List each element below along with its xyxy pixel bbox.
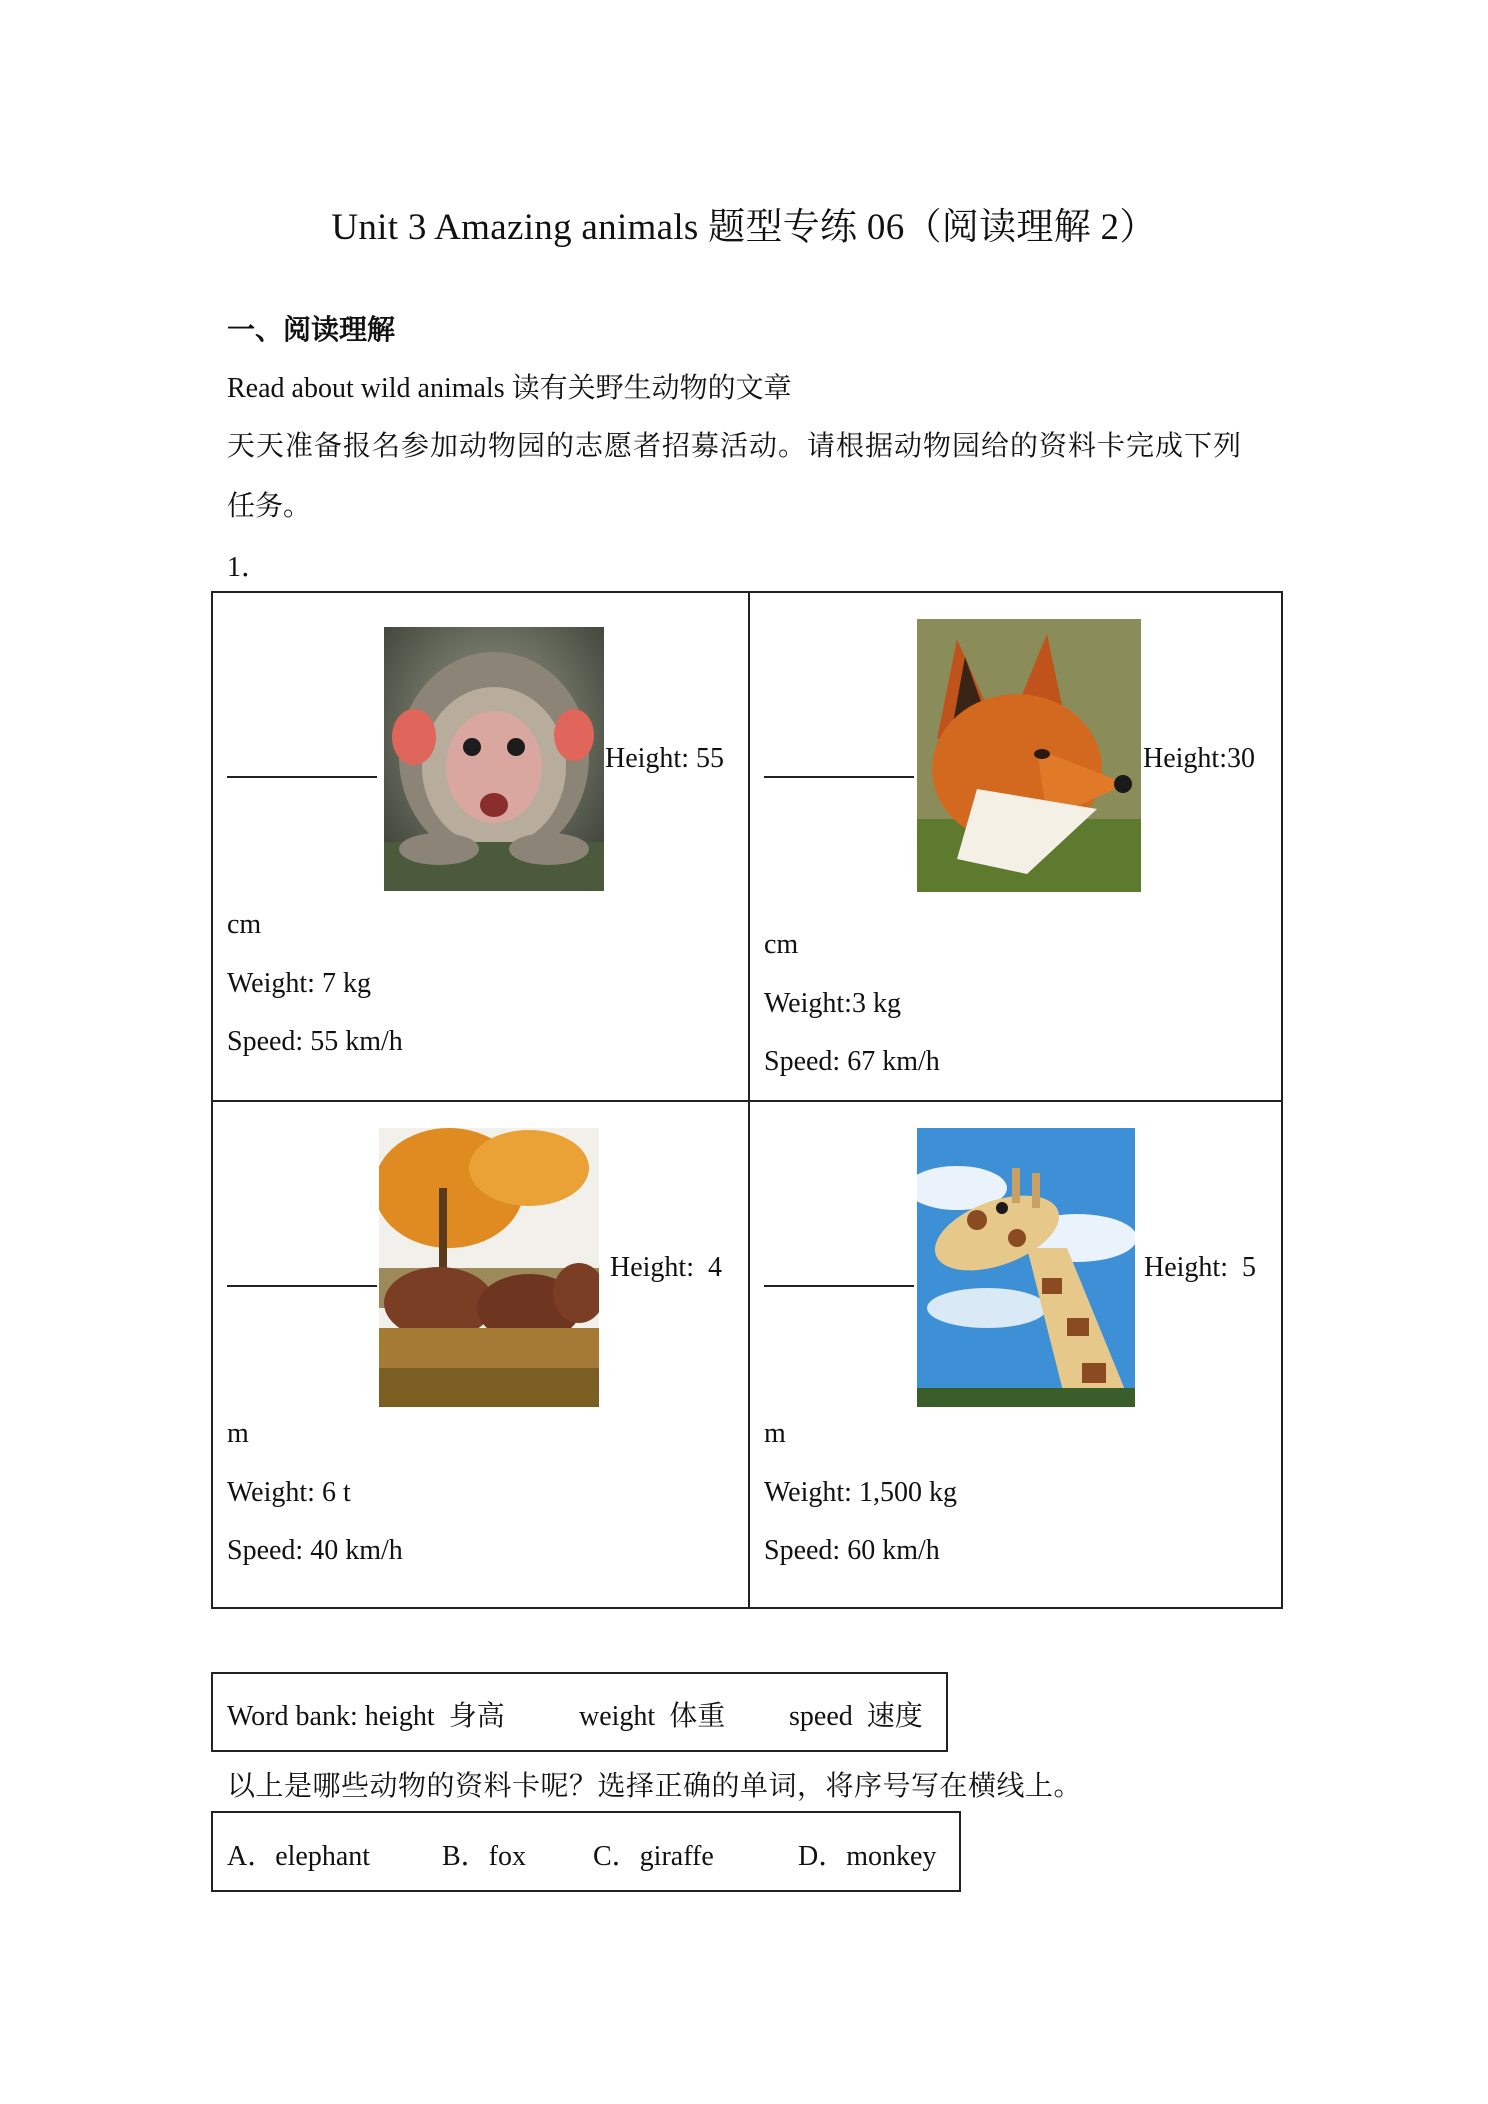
- page-title: Unit 3 Amazing animals 题型专练 06（阅读理解 2）: [331, 207, 1157, 248]
- section-heading: 一、阅读理解: [227, 313, 396, 346]
- speed-label: Speed: 60 km/h: [764, 1535, 940, 1566]
- weight-label: Weight: 6 t: [227, 1477, 351, 1508]
- weight-label: Weight:3 kg: [764, 988, 901, 1019]
- height-unit: cm: [227, 909, 262, 940]
- height-label: Height: 5: [1144, 1252, 1256, 1283]
- word-bank-height: Word bank: height 身高: [227, 1701, 505, 1732]
- instruction-text: 以上是哪些动物的资料卡呢？选择正确的单词，将序号写在横线上。: [227, 1771, 1083, 1802]
- option-a: A．elephant: [227, 1841, 371, 1872]
- elephants-photo-icon: [379, 1128, 599, 1407]
- height-label: Height: 4: [610, 1252, 722, 1283]
- animal-card-2: [750, 593, 1283, 1100]
- intro-line: Read about wild animals 读有关野生动物的文章: [227, 373, 792, 404]
- question-number: 1．: [227, 552, 270, 583]
- task-line-2: 任务。: [227, 491, 312, 522]
- height-unit: m: [227, 1418, 249, 1449]
- answer-blank[interactable]: [764, 1285, 914, 1287]
- option-d: D．monkey: [798, 1841, 937, 1872]
- animal-card-3: [213, 1102, 748, 1609]
- answer-options: [211, 1811, 961, 1892]
- height-unit: m: [764, 1418, 786, 1449]
- speed-label: Speed: 67 km/h: [764, 1046, 940, 1077]
- word-bank: [211, 1672, 948, 1752]
- answer-blank[interactable]: [227, 1285, 377, 1287]
- option-c: C．giraffe: [593, 1841, 714, 1872]
- animal-card-1: [213, 593, 748, 1100]
- speed-label: Speed: 40 km/h: [227, 1535, 403, 1566]
- answer-blank[interactable]: [227, 776, 377, 778]
- fox-photo-icon: [917, 619, 1141, 892]
- word-bank-weight: weight 体重: [579, 1701, 726, 1732]
- animal-card-grid: [211, 591, 1283, 1609]
- weight-label: Weight: 1,500 kg: [764, 1477, 957, 1508]
- height-label: Height: 55: [605, 743, 724, 774]
- task-line-1: 天天准备报名参加动物园的志愿者招募活动。请根据动物园给的资料卡完成下列: [227, 431, 1243, 462]
- answer-blank[interactable]: [764, 776, 914, 778]
- height-label: Height:30: [1143, 743, 1255, 774]
- giraffe-photo-icon: [917, 1128, 1135, 1407]
- option-b: B．fox: [442, 1841, 527, 1872]
- word-bank-speed: speed 速度: [789, 1701, 923, 1732]
- weight-label: Weight: 7 kg: [227, 968, 371, 999]
- speed-label: Speed: 55 km/h: [227, 1026, 403, 1057]
- height-unit: cm: [764, 929, 799, 960]
- animal-card-4: [750, 1102, 1283, 1609]
- monkey-photo-icon: [384, 627, 604, 891]
